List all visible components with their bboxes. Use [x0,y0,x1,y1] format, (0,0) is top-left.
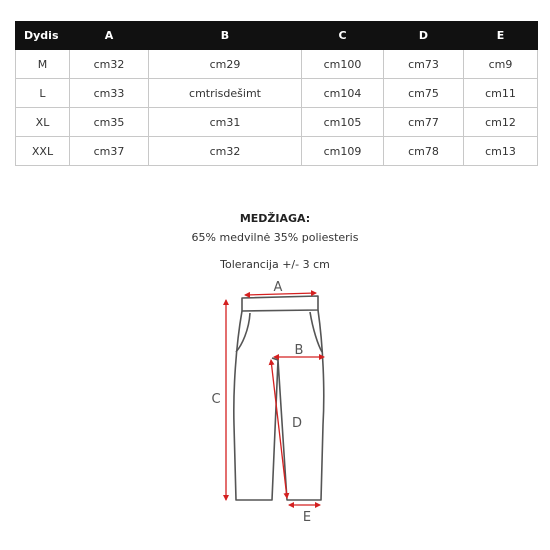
table-cell: cm29 [149,50,302,79]
table-cell: cm75 [384,79,464,108]
table-row [16,50,538,79]
table-cell: cm105 [302,108,384,137]
pants-outline [234,296,324,500]
pants-measurement-diagram [200,272,350,532]
table-cell: cm109 [302,137,384,166]
measurement-arrows [226,293,324,505]
size-cell: M [16,50,70,79]
table-cell: cm32 [70,50,149,79]
table-row [16,79,538,108]
table-cell: cm73 [384,50,464,79]
table-cell: cm77 [384,108,464,137]
size-cell: XXL [16,137,70,166]
label-c: C [211,392,221,407]
table-cell: cm37 [70,137,149,166]
table-header-row [16,22,538,50]
column-header-size: Dydis [16,22,70,50]
table-cell: cm100 [302,50,384,79]
table-cell: cm31 [149,108,302,137]
column-header-a: A [70,22,149,50]
column-header-d: D [384,22,464,50]
table-cell: cm11 [464,79,538,108]
label-d: D [291,416,303,431]
table-cell: cm9 [464,50,538,79]
table-cell: cmtrisdešimt [149,79,302,108]
size-table [15,21,538,166]
column-header-c: C [302,22,384,50]
table-cell: cm13 [464,137,538,166]
material-label: MEDŽIAGA: [239,212,311,225]
size-cell: XL [16,108,70,137]
table-cell: cm32 [149,137,302,166]
tolerance-note: Tolerancija +/- 3 cm [220,258,330,271]
size-cell: L [16,79,70,108]
table-cell: cm78 [384,137,464,166]
table-cell: cm33 [70,79,149,108]
column-header-b: B [149,22,302,50]
material-composition: 65% medvilnė 35% poliesteris [191,231,359,244]
label-a: A [273,280,283,295]
column-header-e: E [464,22,538,50]
table-cell: cm104 [302,79,384,108]
label-b: B [294,343,304,358]
table-cell: cm12 [464,108,538,137]
label-e: E [302,510,312,525]
table-cell: cm35 [70,108,149,137]
table-row [16,108,538,137]
table-row [16,137,538,166]
